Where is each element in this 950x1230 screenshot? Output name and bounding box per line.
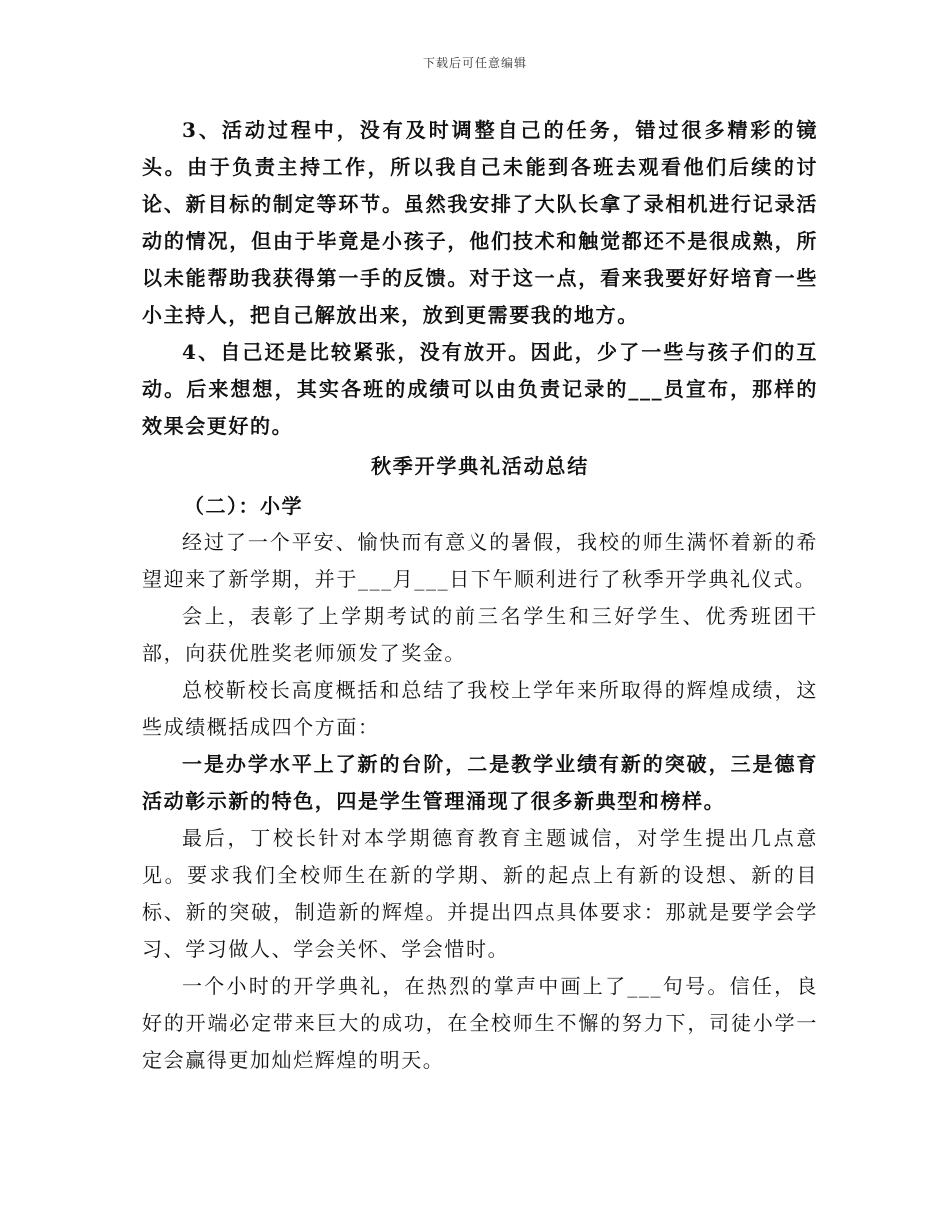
paragraph-summary: 总校靳校长高度概括和总结了我校上学年来所取得的辉煌成绩，这些成绩概括成四个方面： [142,678,818,739]
page-header: 下载后可任意编辑 [422,56,527,70]
section-subtitle: （二）：小学 [184,494,303,518]
paragraph-reflection-4: 4、自己还是比较紧张，没有放开。因此，少了一些与孩子们的互动。后来想想，其实各班的成绩可以由负责记录的___员宣布，那样的效果会更好的。 [142,340,818,438]
section-title: 秋季开学典礼活动总结 [371,454,589,478]
paragraph-four-aspects: 一是办学水平上了新的台阶，二是教学业绩有新的突破，三是德育活动彰示新的特色，四是学生管理涌现了很多新典型和榜样。 [142,752,818,813]
document-body [142,112,818,1079]
paragraph-reflection-3: 3、活动过程中，没有及时调整自己的任务，错过很多精彩的镜头。由于负责主持工作，所以我自己未能到各班去观看他们后续的讨论、新目标的制定等环节。虽然我安排了大队长拿了录相机进行记录活动的情况，但由于毕竟是小孩子，他们技术和触觉都还不是很成熟，所以未能帮助我获得第一手的反馈。对于这一点，看来我要好好培育一些小主持人，把自己解放出来，放到更需要我的地方。 [142,118,818,327]
paragraph-opening: 经过了一个平安、愉快而有意义的暑假，我校的师生满怀着新的希望迎来了新学期，并于___月___日下午顺利进行了秋季开学典礼仪式。 [142,530,818,591]
paragraph-closing: 一个小时的开学典礼，在热烈的掌声中画上了___句号。信任，良好的开端必定带来巨大的成功，在全校师生不懈的努力下，司徒小学一定会赢得更加灿烂辉煌的明天。 [142,974,818,1072]
paragraph-requirements: 最后，丁校长针对本学期德育教育主题诚信，对学生提出几点意见。要求我们全校师生在新的学期、新的起点上有新的设想、新的目标、新的突破，制造新的辉煌。并提出四点具体要求：那就是要学会学习、学习做人、学会关怀、学会惜时。 [142,826,818,961]
paragraph-awards: 会上，表彰了上学期考试的前三名学生和三好学生、优秀班团干部，向获优胜奖老师颁发了奖金。 [142,604,818,665]
